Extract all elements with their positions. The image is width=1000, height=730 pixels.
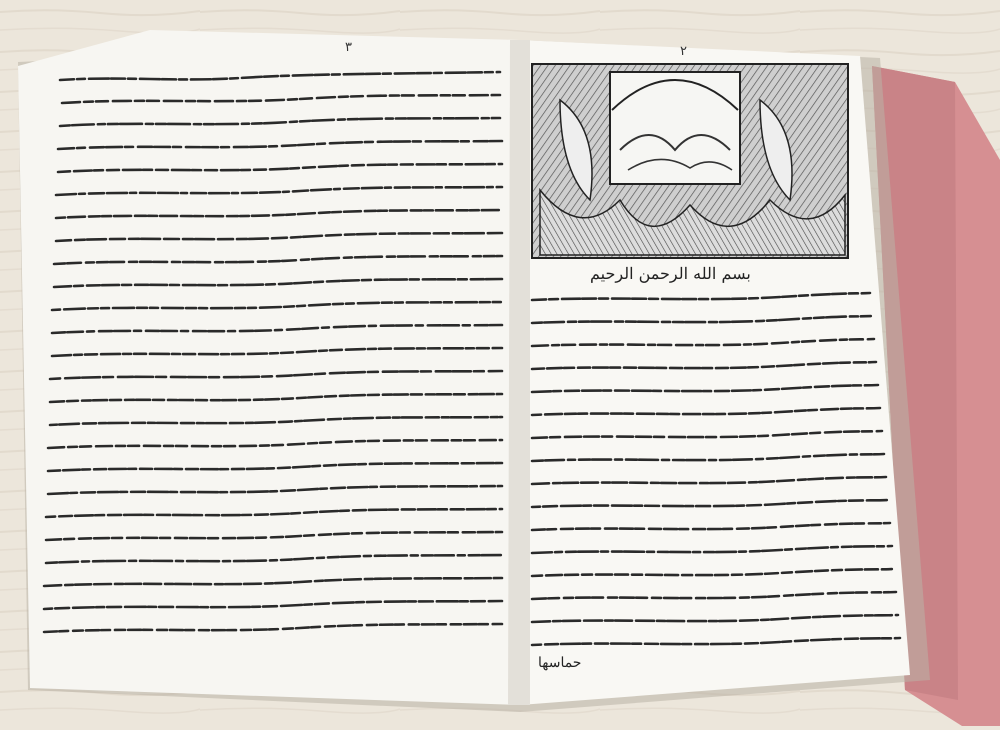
left-page-number: ٣ [345, 40, 352, 55]
ornamental-header [532, 64, 848, 258]
right-page-footer-word: حماسها [538, 655, 582, 671]
left-page [18, 30, 520, 705]
basmala-line: بسم الله الرحمن الرحيم [590, 264, 751, 283]
book-gutter [508, 40, 530, 705]
right-page-number: ٢ [680, 44, 687, 59]
